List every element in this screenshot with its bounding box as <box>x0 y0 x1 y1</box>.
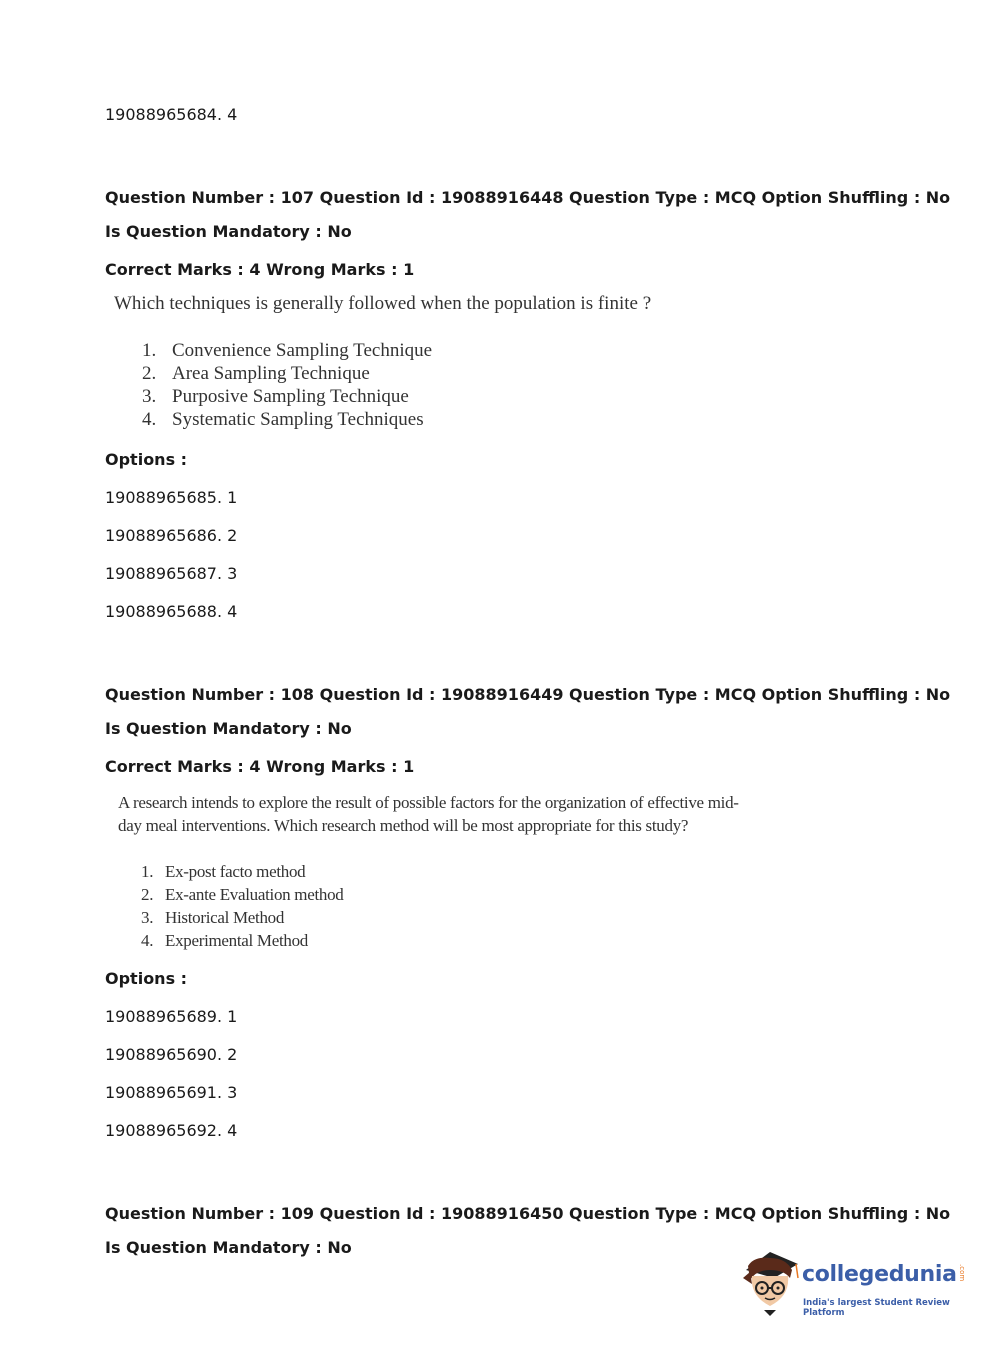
logo-com: .com <box>958 1264 966 1282</box>
marks-line: Correct Marks : 4 Wrong Marks : 1 <box>105 757 415 776</box>
question-header: Question Number : 107 Question Id : 19088916448 Question Type : MCQ Option Shuffling : No <box>105 188 951 207</box>
choice-item: 4. Experimental Method <box>141 931 309 950</box>
option-line: 19088965690. 2 <box>105 1045 238 1064</box>
option-line: 19088965688. 4 <box>105 602 238 621</box>
question-text: day meal interventions. Which research method will be most appropriate for this study? <box>118 816 689 835</box>
question-text: Which techniques is generally followed when the population is finite ? <box>114 293 652 314</box>
option-line: 19088965685. 1 <box>105 488 238 507</box>
choice-item: 3. Purposive Sampling Technique <box>142 386 409 407</box>
mandatory-line: Is Question Mandatory : No <box>105 222 352 241</box>
choice-item: 2. Ex-ante Evaluation method <box>141 885 344 904</box>
marks-line: Correct Marks : 4 Wrong Marks : 1 <box>105 260 415 279</box>
option-line: 19088965686. 2 <box>105 526 238 545</box>
logo-name: collegedunia <box>802 1262 957 1287</box>
question-text: A research intends to explore the result of possible factors for the organization of effective mid- <box>118 793 739 812</box>
option-line: 19088965684. 4 <box>105 105 238 124</box>
mandatory-line: Is Question Mandatory : No <box>105 1238 352 1257</box>
option-line: 19088965689. 1 <box>105 1007 238 1026</box>
option-line: 19088965692. 4 <box>105 1121 238 1140</box>
options-label: Options : <box>105 969 188 988</box>
logo-tagline: India's largest Student Review Platform <box>803 1298 950 1318</box>
question-header: Question Number : 108 Question Id : 19088916449 Question Type : MCQ Option Shuffling : No <box>105 685 951 704</box>
collegedunia-logo <box>740 1248 970 1318</box>
choice-item: 2. Area Sampling Technique <box>142 363 370 384</box>
choice-item: 4. Systematic Sampling Techniques <box>142 409 424 430</box>
mascot-icon <box>740 1248 802 1318</box>
choice-item: 1. Ex-post facto method <box>141 862 306 881</box>
option-line: 19088965687. 3 <box>105 564 238 583</box>
question-header: Question Number : 109 Question Id : 19088916450 Question Type : MCQ Option Shuffling : No <box>105 1204 951 1223</box>
option-line: 19088965691. 3 <box>105 1083 238 1102</box>
choice-item: 1. Convenience Sampling Technique <box>142 340 433 361</box>
choice-item: 3. Historical Method <box>141 908 285 927</box>
mandatory-line: Is Question Mandatory : No <box>105 719 352 738</box>
options-label: Options : <box>105 450 188 469</box>
